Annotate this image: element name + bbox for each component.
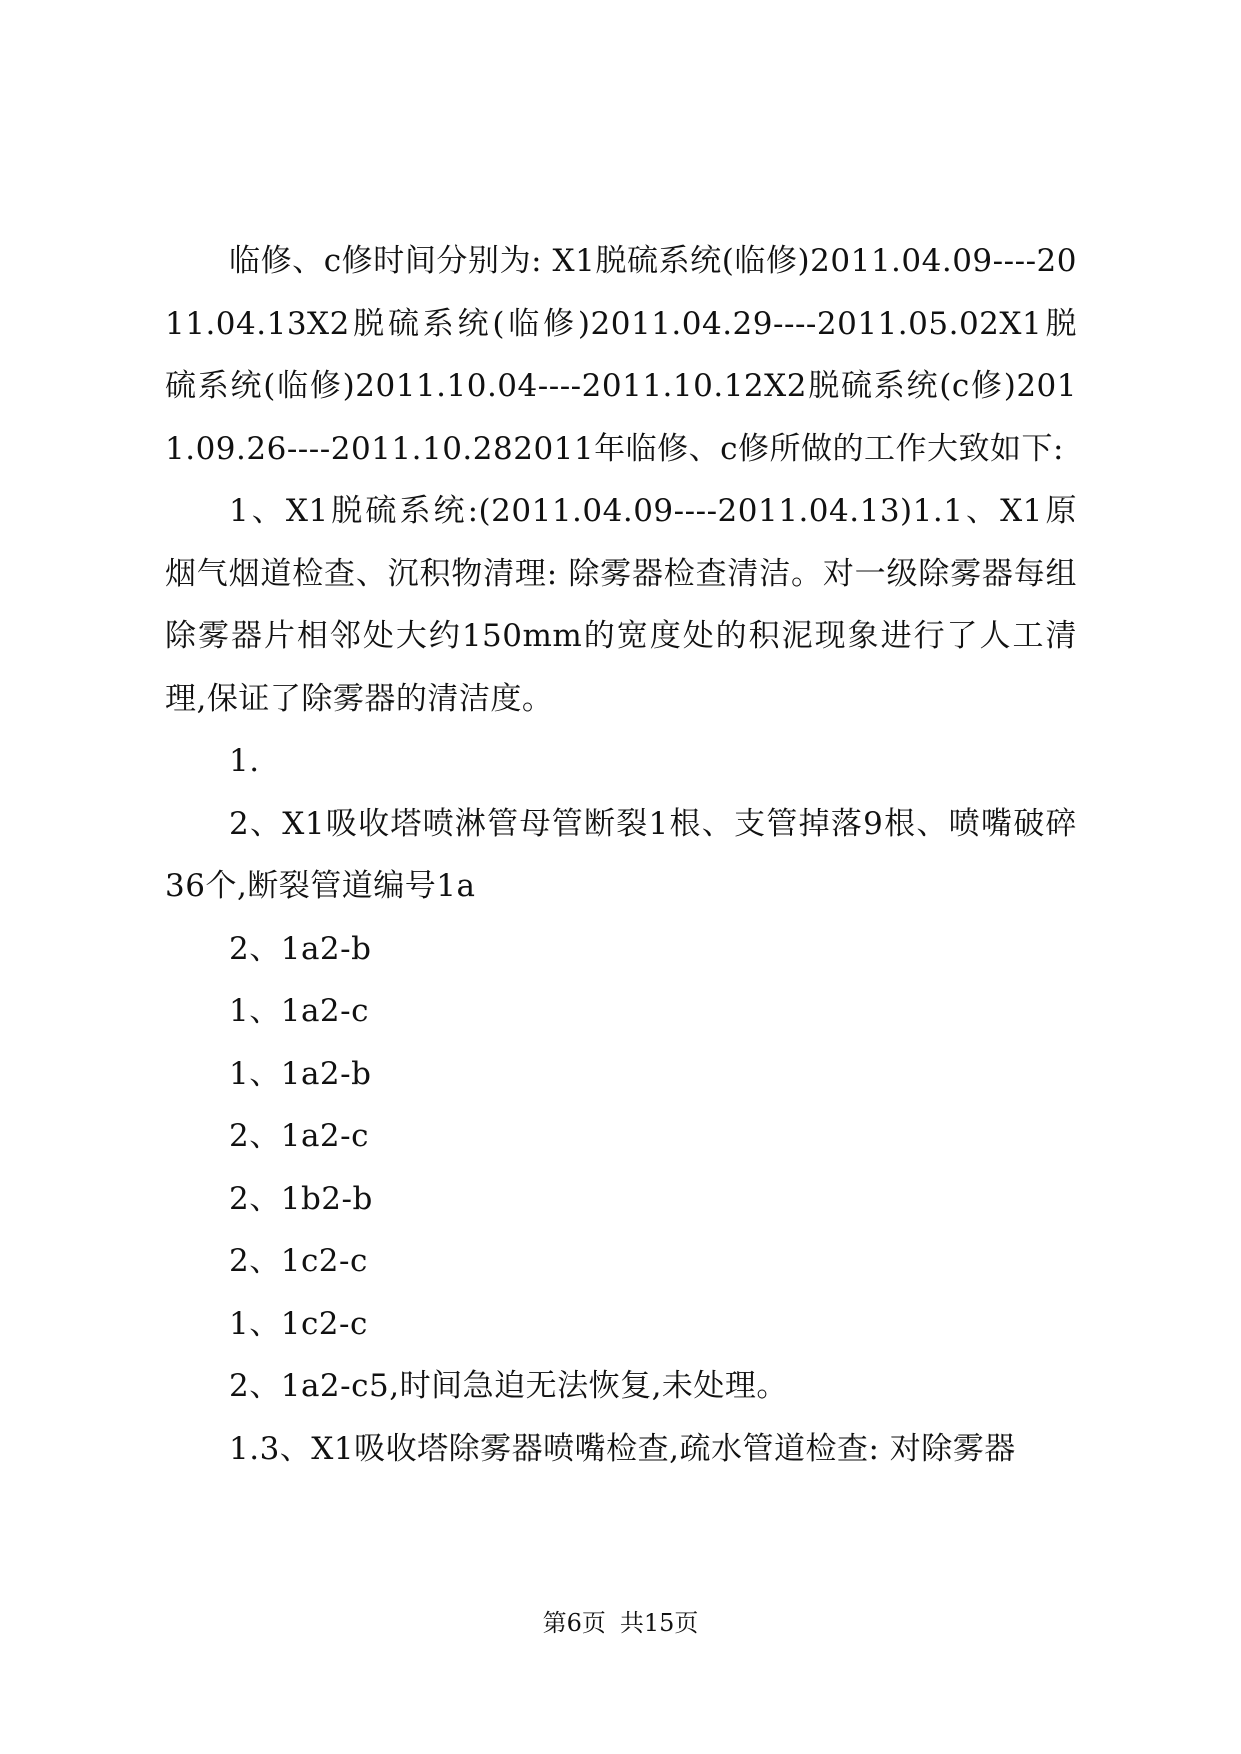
paragraph-unrepaired-note: 2、1a2-c5,时间急迫无法恢复,未处理。 bbox=[229, 1368, 788, 1404]
list-item: 2、1a2-b bbox=[229, 930, 372, 967]
paragraph-maintenance-schedule: 临修、c修时间分别为: X1脱硫系统(临修)2011.04.09----2011.04.13X2脱硫系统(临修)2011.04.29----2011.05.02X1脱硫系统(临修)2011.10.04----2011.10.12X2脱硫系统(c修)2011.09.26----2011.10.282011年临修、c修所做的工作大致如下: bbox=[165, 243, 1077, 467]
list-item: 1、1a2-b bbox=[229, 1055, 372, 1092]
page-number: 第6页 bbox=[542, 1609, 606, 1637]
page-footer bbox=[0, 1608, 1241, 1638]
list-item: 2、1c2-c bbox=[229, 1243, 368, 1279]
paragraph-x1-desulfurization: 1、X1脱硫系统:(2011.04.09----2011.04.13)1.1、X1原烟气烟道检查、沉积物清理: 除雾器检查清洁。对一级除雾器每组除雾器片相邻处大约150mm的宽度处的积泥现象进行了人工清理,保证了除雾器的清洁度。 bbox=[165, 493, 1077, 717]
document-body bbox=[165, 230, 1077, 1480]
list-item: 2、1b2-b bbox=[229, 1180, 373, 1217]
paragraph-demister-check: 1.3、X1吸收塔除雾器喷嘴检查,疏水管道检查: 对除雾器 bbox=[229, 1430, 1016, 1467]
paragraph-item-number: 1. bbox=[229, 743, 260, 779]
list-item: 1、1a2-c bbox=[229, 993, 369, 1029]
list-item: 1、1c2-c bbox=[229, 1305, 368, 1342]
page-total: 共15页 bbox=[619, 1609, 699, 1637]
paragraph-spray-pipe-damage: 2、X1吸收塔喷淋管母管断裂1根、支管掉落9根、喷嘴破碎36个,断裂管道编号1a bbox=[165, 805, 1077, 904]
list-item: 2、1a2-c bbox=[229, 1118, 369, 1154]
